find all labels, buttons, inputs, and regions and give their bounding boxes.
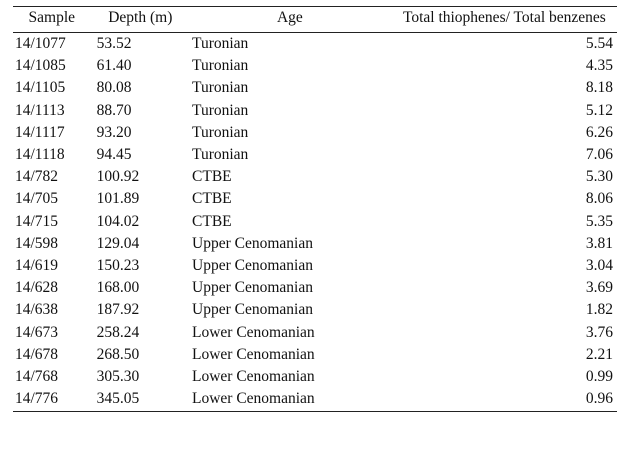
table-row <box>13 33 617 56</box>
cell-age: Lower Cenomanian <box>192 323 315 341</box>
cell-depth: 268.50 <box>96 345 140 363</box>
table-row <box>13 188 617 210</box>
cell-age: Turonian <box>192 57 249 75</box>
cell-depth: 101.89 <box>96 190 140 208</box>
table-row <box>13 211 617 233</box>
cell-age: Turonian <box>192 101 249 119</box>
cell-ratio: 4.35 <box>585 57 613 75</box>
table-header <box>13 7 617 33</box>
cell-age: Lower Cenomanian <box>192 345 315 363</box>
cell-ratio: 5.35 <box>585 212 613 230</box>
cell-depth: 94.45 <box>96 146 132 164</box>
column-header-depth: Depth (m) <box>93 7 188 33</box>
cell-ratio: 2.21 <box>585 345 613 363</box>
cell-depth: 61.40 <box>96 57 132 75</box>
cell-ratio: 8.18 <box>585 79 613 97</box>
table-row <box>13 122 617 144</box>
cell-ratio: 5.54 <box>585 35 613 53</box>
cell-age: Upper Cenomanian <box>192 256 313 274</box>
cell-sample: 14/705 <box>15 190 59 208</box>
cell-ratio: 3.69 <box>585 279 613 297</box>
table-row <box>13 321 617 343</box>
cell-sample: 14/1113 <box>15 101 65 119</box>
cell-age: Turonian <box>192 123 249 141</box>
cell-sample: 14/673 <box>15 323 59 341</box>
cell-depth: 187.92 <box>96 301 140 319</box>
cell-age: Turonian <box>192 79 249 97</box>
cell-sample: 14/678 <box>15 345 59 363</box>
cell-sample: 14/638 <box>15 301 59 319</box>
cell-depth: 104.02 <box>96 212 140 230</box>
table-row <box>13 166 617 188</box>
column-header-age: Age <box>188 7 392 33</box>
cell-depth: 88.70 <box>96 101 132 119</box>
cell-sample: 14/1118 <box>15 146 65 164</box>
cell-depth: 80.08 <box>96 79 132 97</box>
table-body <box>13 33 617 412</box>
cell-age: CTBE <box>192 168 232 186</box>
table-row <box>13 366 617 388</box>
table-row <box>13 344 617 366</box>
cell-depth: 258.24 <box>96 323 140 341</box>
cell-depth: 100.92 <box>96 168 140 186</box>
cell-sample: 14/1077 <box>15 35 66 53</box>
cell-sample: 14/598 <box>15 234 59 252</box>
cell-sample: 14/782 <box>15 168 59 186</box>
cell-depth: 53.52 <box>96 35 132 53</box>
cell-age: Lower Cenomanian <box>188 388 392 412</box>
cell-ratio: 7.06 <box>585 146 613 164</box>
cell-depth: 93.20 <box>96 123 132 141</box>
cell-ratio: 5.12 <box>585 101 613 119</box>
cell-ratio: 6.26 <box>585 123 613 141</box>
cell-age: Lower Cenomanian <box>192 367 315 385</box>
table-header-row <box>13 7 617 33</box>
cell-sample: 14/1085 <box>15 57 66 75</box>
table-row <box>13 100 617 122</box>
cell-sample: 14/768 <box>15 367 59 385</box>
table-row <box>13 55 617 77</box>
cell-depth: 305.30 <box>96 367 140 385</box>
cell-ratio: 8.06 <box>585 190 613 208</box>
cell-age: Turonian <box>192 146 249 164</box>
cell-ratio: 3.81 <box>585 234 613 252</box>
cell-sample: 14/619 <box>15 256 59 274</box>
column-header-ratio: Total thiophenes/ Total benzenes <box>392 7 617 33</box>
cell-ratio: 3.04 <box>585 256 613 274</box>
cell-sample: 14/776 <box>13 388 93 412</box>
cell-depth: 150.23 <box>96 256 140 274</box>
cell-ratio: 3.76 <box>585 323 613 341</box>
cell-age: Upper Cenomanian <box>192 234 313 252</box>
cell-sample: 14/1105 <box>15 79 66 97</box>
table-row <box>13 77 617 99</box>
cell-ratio: 5.30 <box>585 168 613 186</box>
table-row <box>13 255 617 277</box>
geochemistry-table <box>13 6 617 412</box>
cell-age: Turonian <box>192 35 249 53</box>
cell-age: CTBE <box>192 190 232 208</box>
table-row <box>13 233 617 255</box>
cell-ratio: 0.99 <box>585 367 613 385</box>
table-row <box>13 277 617 299</box>
cell-sample: 14/1117 <box>15 123 65 141</box>
cell-sample: 14/628 <box>15 279 59 297</box>
cell-depth: 345.05 <box>93 388 188 412</box>
cell-ratio: 0.96 <box>392 388 617 412</box>
table-row <box>13 388 617 412</box>
cell-age: CTBE <box>192 212 232 230</box>
cell-depth: 168.00 <box>96 279 140 297</box>
cell-age: Upper Cenomanian <box>192 301 313 319</box>
table-row <box>13 144 617 166</box>
table-row <box>13 299 617 321</box>
column-header-sample: Sample <box>13 7 93 33</box>
cell-ratio: 1.82 <box>585 301 613 319</box>
cell-sample: 14/715 <box>15 212 59 230</box>
cell-age: Upper Cenomanian <box>192 279 313 297</box>
table-container <box>0 6 630 412</box>
cell-depth: 129.04 <box>96 234 140 252</box>
